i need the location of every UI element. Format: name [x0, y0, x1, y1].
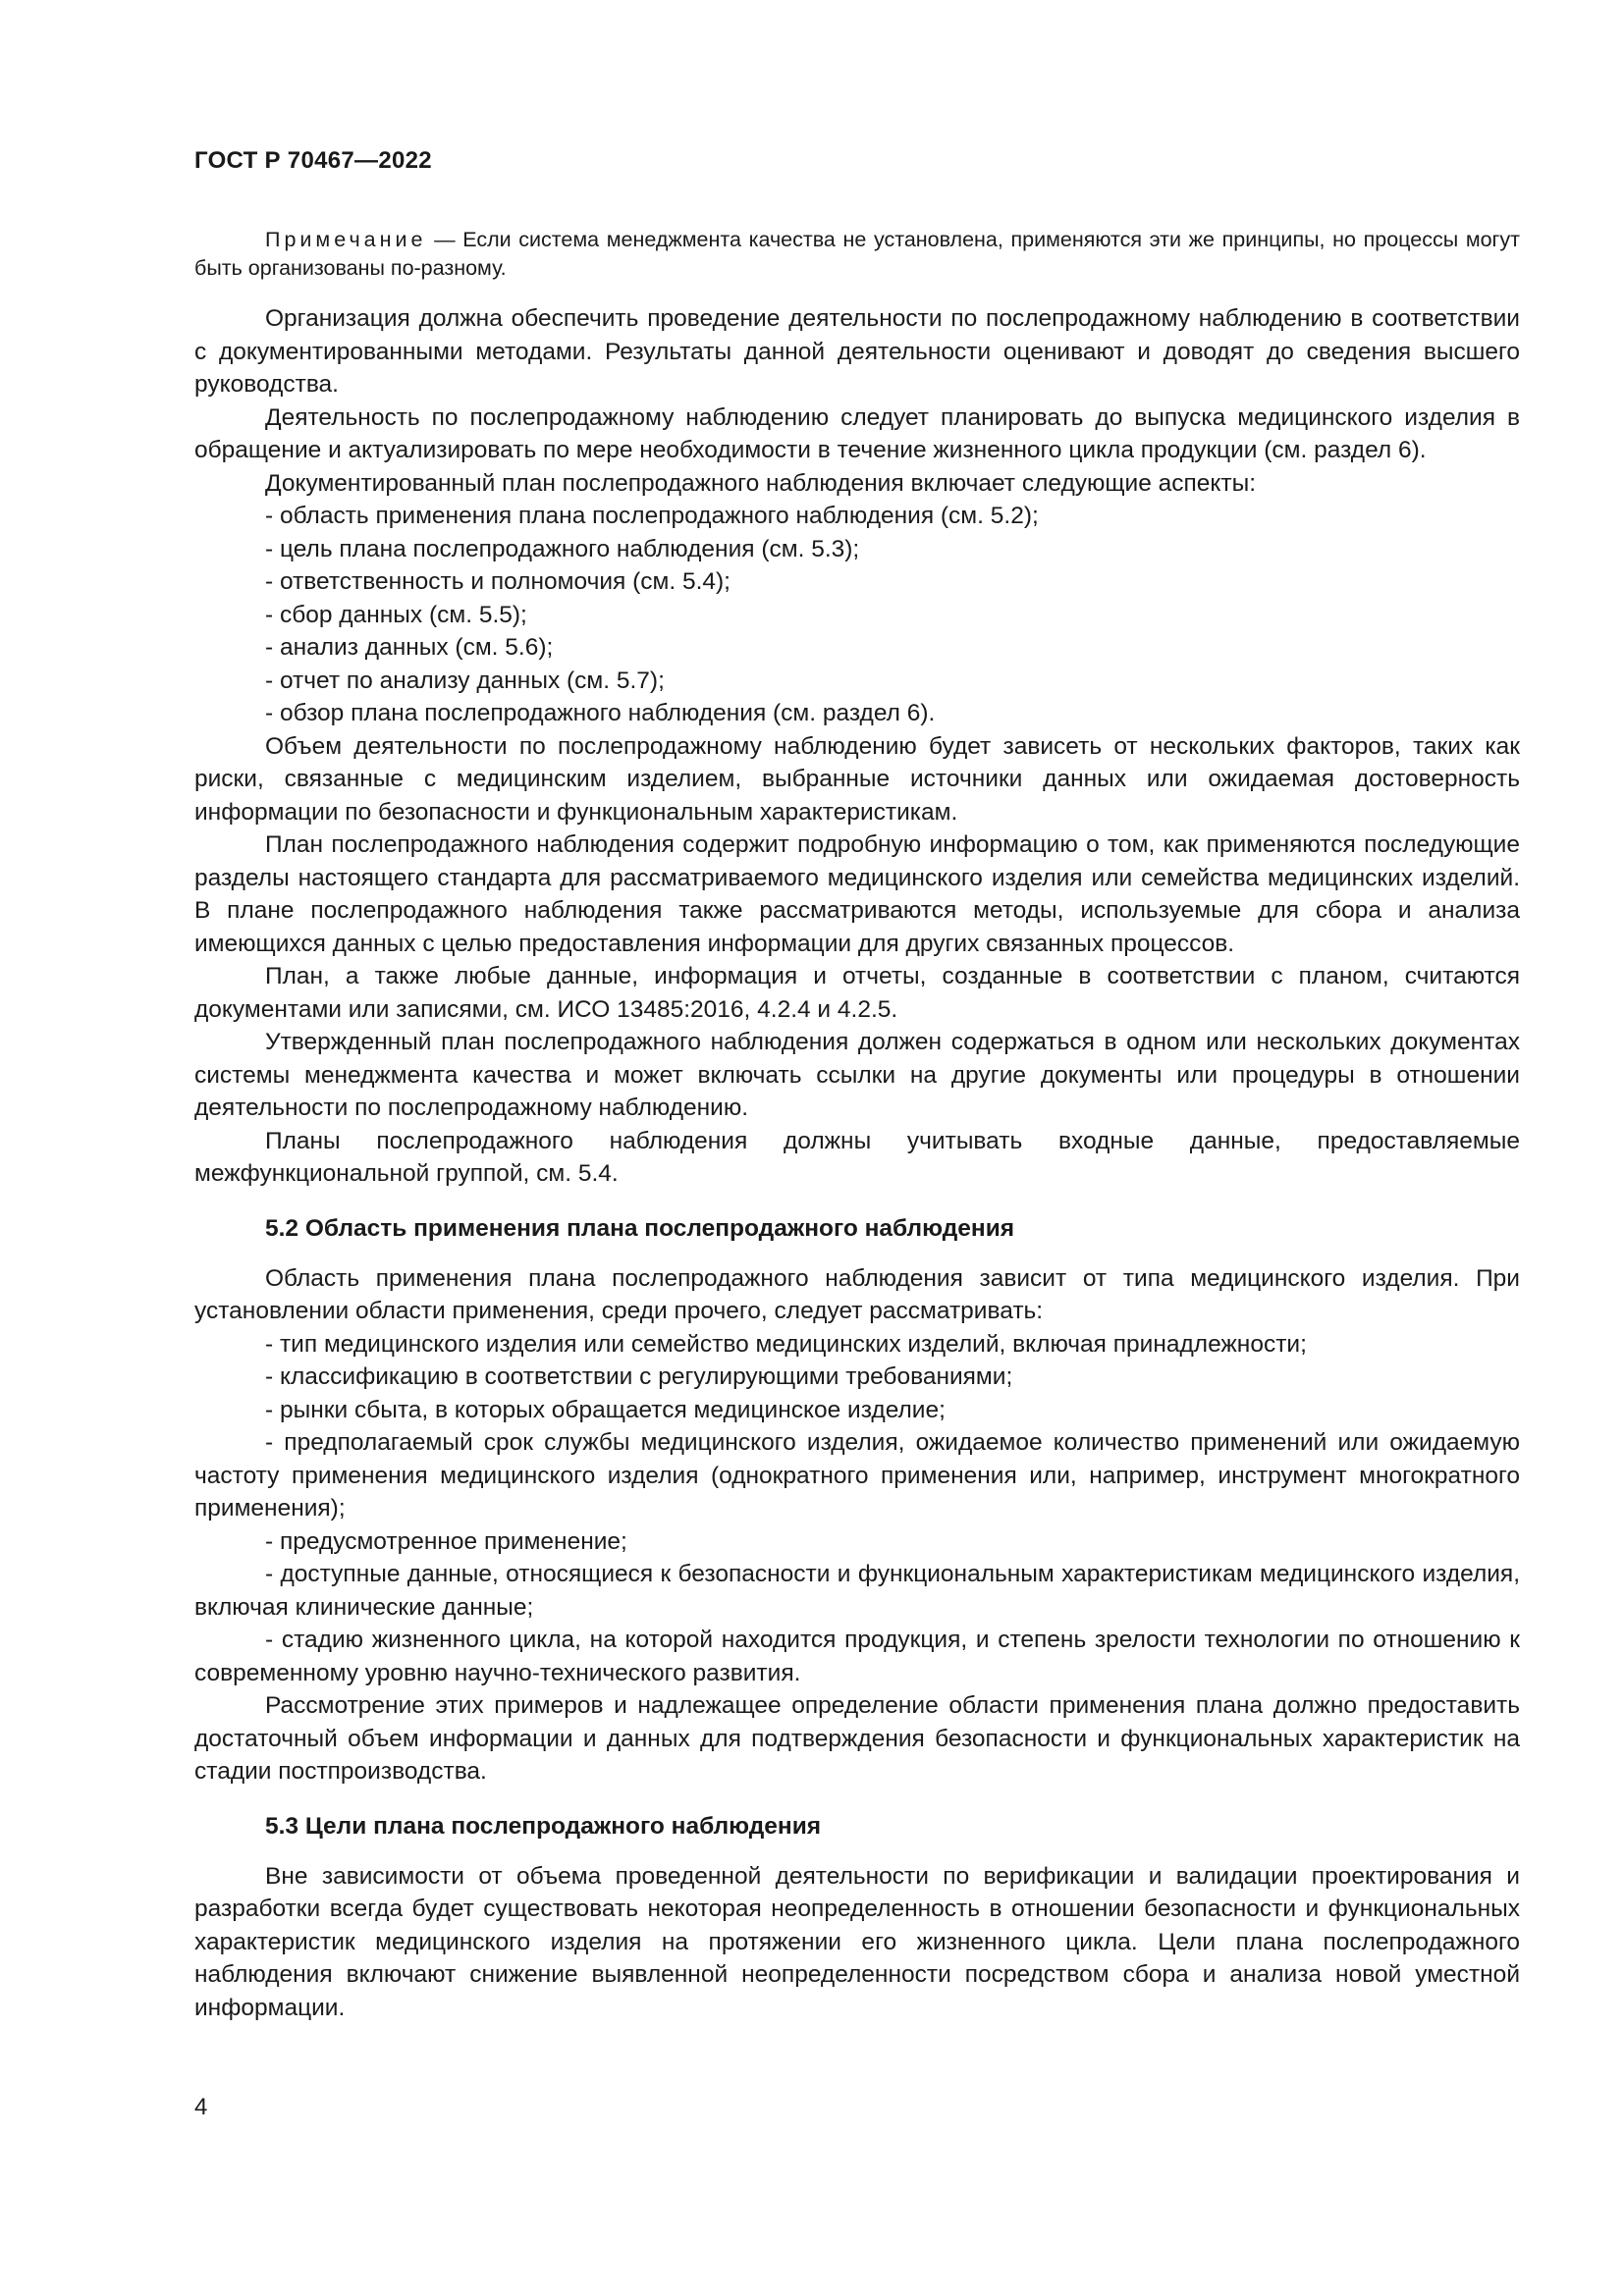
list-item: - предусмотренное применение;: [265, 1527, 627, 1555]
list-item: - доступные данные, относящиеся к безопасности и функциональным характеристикам медицинского изделия, включая клинические данные;: [194, 1561, 1520, 1621]
page-number: 4: [194, 2094, 208, 2120]
paragraph: Документированный план послепродажного наблюдения включает следующие аспекты:: [265, 469, 1257, 497]
document-code-header: ГОСТ Р 70467—2022: [194, 147, 432, 174]
paragraph: Планы послепродажного наблюдения должны учитывать входные данные, предоставляемые межфункциональной группой, см. 5.4.: [194, 1127, 1520, 1187]
note-label: Примечание: [265, 228, 427, 251]
paragraph: Утвержденный план послепродажного наблюдения должен содержаться в одном или нескольких документах системы менеджмента качества и может включать ссылки на другие документы или процедуры в отношении деятельности по послепродажному наблюдению.: [194, 1029, 1520, 1121]
list-item: - отчет по анализу данных (см. 5.7);: [265, 667, 665, 694]
list-item: - анализ данных (см. 5.6);: [265, 634, 554, 661]
section-heading-5-3: 5.3 Цели плана послепродажного наблюдения: [265, 1812, 822, 1840]
paragraph: Деятельность по послепродажному наблюдению следует планировать до выпуска медицинского изделия в обращение и актуализировать по мере необходимости в течение жизненного цикла продукции (см. раздел 6).: [194, 403, 1520, 463]
section-heading-5-2: 5.2 Область применения плана послепродажного наблюдения: [265, 1214, 1015, 1242]
list-item: - область применения плана послепродажного наблюдения (см. 5.2);: [265, 503, 1039, 529]
paragraph: Вне зависимости от объема проведенной деятельности по верификации и валидации проектирования и разработки всегда будет существовать некоторая неопределенность в отношении безопасности и функциональных характеристик медицинского изделия на протяжении его жизненного цикла. Цели плана послепродажного наблюдения включают снижение выявленной неопределенности посредством сбора и анализа новой уместной информации.: [194, 1862, 1520, 2021]
list-item: - рынки сбыта, в которых обращается медицинское изделие;: [265, 1396, 946, 1423]
list-item: - предполагаемый срок службы медицинского изделия, ожидаемое количество применений или ожидаемую частоту применения медицинского изделия (однократного применения или, например, инструмент многократного применения);: [194, 1429, 1520, 1522]
note-paragraph: [194, 226, 1520, 283]
list-item: - обзор плана послепродажного наблюдения (см. раздел 6).: [265, 700, 936, 726]
document-body: [194, 226, 1520, 2024]
list-item: - цель плана послепродажного наблюдения (см. 5.3);: [265, 535, 860, 562]
note-text: — Если система менеджмента качества не установлена, применяются эти же принципы, но процессы могут быть организованы по-разному.: [194, 228, 1520, 280]
paragraph: Объем деятельности по послепродажному наблюдению будет зависеть от нескольких факторов, таких как риски, связанные с медицинским изделием, выбранные источники данных или ожидаемая достоверность информации по безопасности и функциональным характеристикам.: [194, 732, 1520, 826]
list-item: - тип медицинского изделия или семейство медицинских изделий, включая принадлежности;: [265, 1330, 1307, 1358]
list-item: - ответственность и полномочия (см. 5.4);: [265, 568, 731, 595]
paragraph: Рассмотрение этих примеров и надлежащее определение области применения плана должно предоставить достаточный объем информации и данных для подтверждения безопасности и функциональных характеристик на стадии постпроизводства.: [194, 1692, 1520, 1785]
paragraph: План, а также любые данные, информация и отчеты, созданные в соответствии с планом, считаются документами или записями, см. ИСО 13485:2016, 4.2.4 и 4.2.5.: [194, 963, 1520, 1023]
list-item: - сбор данных (см. 5.5);: [265, 601, 527, 628]
paragraph: План послепродажного наблюдения содержит подробную информацию о том, как применяются последующие разделы настоящего стандарта для рассматриваемого медицинского изделия или семейства медицинских изделий. В плане послепродажного наблюдения также рассматриваются методы, используемые для сбора и анализа имеющихся данных с целью предоставления информации для других связанных процессов.: [194, 831, 1520, 957]
paragraph: Организация должна обеспечить проведение деятельности по послепродажному наблюдению в соответствии с документированными методами. Результаты данной деятельности оценивают и доводят до сведения высшего руководства.: [194, 305, 1520, 398]
list-item: - стадию жизненного цикла, на которой находится продукция, и степень зрелости технологии по отношению к современному уровню научно-технического развития.: [194, 1627, 1520, 1686]
paragraph: Область применения плана послепродажного наблюдения зависит от типа медицинского изделия. При установлении области применения, среди прочего, следует рассматривать:: [194, 1264, 1520, 1324]
list-item: - классификацию в соответствии с регулирующими требованиями;: [265, 1363, 1013, 1390]
